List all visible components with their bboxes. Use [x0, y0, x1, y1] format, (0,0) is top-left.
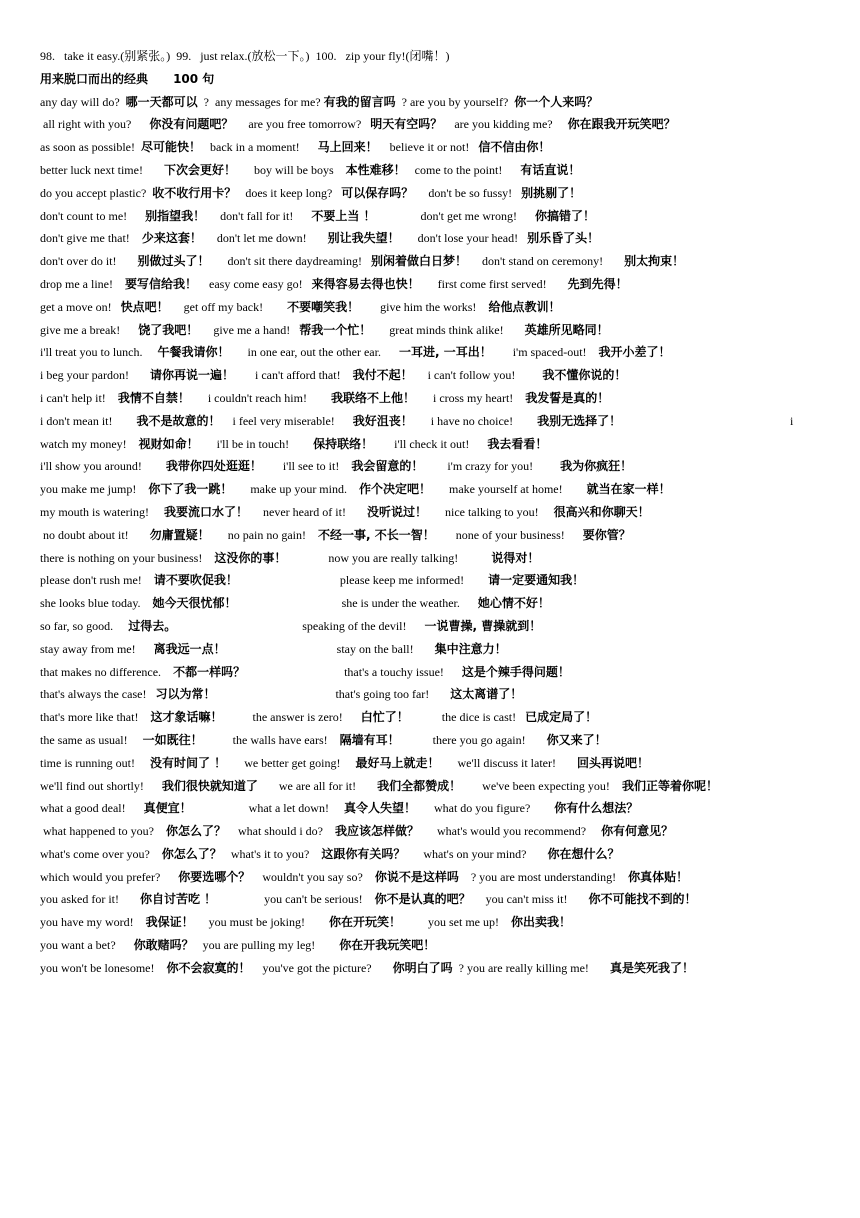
english-phrase: ): [445, 49, 450, 63]
chinese-phrase: 请你再说一遍！: [149, 368, 234, 383]
chinese-phrase: 你不会寂寞的！: [166, 960, 251, 975]
chinese-phrase: 不要嘲笑我！: [287, 299, 360, 314]
english-phrase: so far, so good.: [40, 618, 129, 633]
chinese-phrase: 你又来了！: [546, 732, 607, 747]
chinese-phrase: 我不是故意的！: [136, 413, 221, 428]
chinese-phrase: 我们全都赞成！: [377, 778, 462, 793]
english-phrase: you've got the picture?: [250, 960, 393, 975]
english-phrase: i'll see to it!: [261, 459, 352, 474]
english-phrase: believe it or not!: [377, 140, 479, 155]
english-phrase: what a let down!: [191, 801, 344, 816]
english-phrase: i don't mean it!: [40, 413, 137, 428]
english-phrase: what happened to you?: [40, 824, 166, 839]
phrase-line: [40, 957, 820, 980]
chinese-phrase: 你敢赌吗？: [133, 938, 194, 953]
chinese-phrase: 别做过头了！: [137, 254, 210, 269]
english-phrase: speaking of the devil!: [176, 618, 425, 633]
chinese-phrase: 本性难移！: [345, 162, 406, 177]
phrase-line: [40, 45, 820, 68]
chinese-phrase: 别乐昏了头！: [527, 231, 600, 246]
phrase-line: [40, 387, 820, 410]
chinese-phrase: 放松一下。: [251, 49, 306, 63]
english-phrase: do you accept plastic?: [40, 185, 153, 200]
english-phrase: i'm spaced-out!: [491, 345, 599, 360]
chinese-phrase: 不经一事, 不长一智！: [318, 527, 435, 542]
english-phrase: don't over do it!: [40, 254, 138, 269]
english-phrase: i can't afford that!: [234, 368, 353, 383]
english-phrase: first come first served!: [419, 276, 568, 291]
chinese-phrase: 真便宜！: [143, 801, 192, 816]
english-phrase: please don't rush me!: [40, 573, 154, 588]
chinese-phrase: 不都一样吗？: [173, 664, 246, 679]
english-phrase: don't lose your head!: [399, 231, 528, 246]
phrase-line: [40, 501, 820, 524]
phrase-line: [40, 433, 820, 456]
chinese-phrase: 快点吧！: [120, 299, 169, 314]
document-body: [40, 45, 820, 980]
phrase-line: [40, 524, 820, 547]
phrase-line: [40, 569, 820, 592]
phrase-line: [40, 820, 820, 843]
english-phrase: which would you prefer?: [40, 869, 179, 884]
english-phrase: the walls have ears!: [202, 732, 340, 747]
chinese-phrase: 视财如命！: [138, 436, 199, 451]
chinese-phrase: 别让我失望！: [327, 231, 400, 246]
english-phrase: that's more like that!: [40, 710, 151, 725]
english-phrase: we better get going!: [226, 755, 356, 770]
chinese-phrase: 你自讨苦吃 ！: [139, 892, 217, 907]
chinese-phrase: 我要流口水了！: [163, 504, 248, 519]
english-phrase: that's going too far!: [215, 687, 451, 702]
phrase-line: [40, 615, 820, 638]
phrase-line: [40, 683, 820, 706]
chinese-phrase: 我付不起！: [352, 368, 413, 383]
chinese-phrase: 就当在家一样！: [586, 482, 671, 497]
chinese-phrase: 集中注意力！: [434, 641, 507, 656]
english-phrase: my mouth is watering!: [40, 504, 164, 519]
chinese-phrase: 你下了我一跳！: [148, 482, 233, 497]
phrase-line: [40, 159, 820, 182]
english-phrase: boy will be boys: [235, 162, 346, 177]
chinese-phrase: 一说曹操, 曹操就到！: [424, 618, 542, 633]
chinese-phrase: 帮我一个忙！: [299, 322, 372, 337]
english-phrase: ? any messages for me?: [197, 94, 324, 109]
english-phrase: never heard of it!: [248, 504, 367, 519]
chinese-phrase: 我应该怎样做？: [334, 824, 419, 839]
chinese-phrase: 明天有空吗？: [370, 117, 443, 132]
chinese-phrase: 你说不是这样吗: [374, 869, 459, 884]
english-phrase: ? you are most understanding!: [458, 869, 629, 884]
chinese-phrase: 别太拘束！: [624, 254, 685, 269]
english-phrase: you have my word!: [40, 915, 146, 930]
english-phrase: don't stand on ceremony!: [466, 254, 625, 269]
chinese-phrase: 我联络不上他！: [330, 390, 415, 405]
phrase-line: [40, 775, 820, 798]
phrase-line: [40, 319, 820, 342]
phrase-line: [40, 478, 820, 501]
english-phrase: there you go again!: [399, 732, 547, 747]
english-phrase: she is under the weather.: [236, 596, 478, 611]
chinese-phrase: 你在开我玩笑吧！: [339, 938, 436, 953]
chinese-phrase: 我不懂你说的！: [542, 368, 627, 383]
english-phrase: what's come over you?: [40, 846, 162, 861]
chinese-phrase: 她心情不好！: [477, 596, 550, 611]
chinese-phrase: 请一定要通知我！: [488, 573, 585, 588]
english-phrase: don't sit there daydreaming!: [209, 254, 371, 269]
chinese-phrase: 你怎么了？: [161, 846, 222, 861]
chinese-phrase: 用来脱口而出的经典 100 句: [40, 71, 215, 86]
chinese-phrase: 我会留意的！: [351, 459, 424, 474]
english-phrase: you are pulling my leg!: [193, 938, 340, 953]
english-phrase: we'll find out shortly!: [40, 778, 162, 793]
english-phrase: don't get me wrong!: [375, 208, 535, 223]
english-phrase: don't count to me!: [40, 208, 146, 223]
chinese-phrase: 说得对！: [491, 550, 540, 565]
english-phrase: you make me jump!: [40, 482, 149, 497]
chinese-phrase: 我们正等着你呢！: [621, 778, 718, 793]
english-phrase: give him the works!: [359, 299, 489, 314]
chinese-phrase: 下次会更好！: [163, 162, 236, 177]
english-phrase: better luck next time!: [40, 162, 164, 177]
chinese-phrase: 请不要吹促我！: [153, 573, 238, 588]
english-phrase: give me a hand!: [198, 322, 300, 337]
chinese-phrase: 英雄所见略同！: [524, 322, 609, 337]
english-phrase: 98. take it easy.(: [40, 49, 125, 63]
english-phrase: what's on your mind?: [405, 846, 548, 861]
chinese-phrase: 要你管？: [582, 527, 631, 542]
english-phrase: you want a bet?: [40, 938, 134, 953]
chinese-phrase: 她今天很忧郁！: [152, 596, 237, 611]
english-phrase: any day will do?: [40, 94, 126, 109]
chinese-phrase: 一耳进, 一耳出！: [398, 345, 492, 360]
english-phrase: ) 99. just relax.(: [166, 49, 252, 63]
chinese-phrase: 马上回来！: [317, 140, 378, 155]
english-phrase: no doubt about it!: [40, 527, 150, 542]
english-phrase: drop me a line!: [40, 276, 125, 291]
chinese-phrase: 过得去。: [128, 618, 177, 633]
chinese-phrase: 这跟你有关吗？: [321, 846, 406, 861]
chinese-phrase: 我情不自禁！: [117, 390, 190, 405]
english-phrase: i cross my heart!: [414, 390, 526, 405]
phrase-line: [40, 706, 820, 729]
chinese-phrase: 我去看看！: [487, 436, 548, 451]
english-phrase: that's a touchy issue!: [245, 664, 462, 679]
english-phrase: now you are really talking!: [286, 550, 492, 565]
english-phrase: in one ear, out the other ear.: [229, 345, 399, 360]
chinese-phrase: 哪一天都可以: [125, 94, 198, 109]
chinese-phrase: 没有时间了 ！: [150, 755, 227, 770]
chinese-phrase: 我保证！: [145, 915, 194, 930]
chinese-phrase: 勿庸置疑！: [149, 527, 210, 542]
english-phrase: please keep me informed!: [237, 573, 489, 588]
phrase-line: [40, 455, 820, 478]
chinese-phrase: 你一个人来吗？: [514, 94, 599, 109]
chinese-phrase: 有话直说！: [520, 162, 581, 177]
chinese-phrase: 给他点教训！: [488, 299, 561, 314]
phrase-line: [40, 341, 820, 364]
english-phrase: all right with you?: [40, 117, 150, 132]
english-phrase: we've been expecting you!: [461, 778, 622, 793]
phrase-line: [40, 888, 820, 911]
english-phrase: don't give me that!: [40, 231, 142, 246]
english-phrase: watch my money!: [40, 436, 139, 451]
english-phrase: come to the point!: [405, 162, 521, 177]
english-phrase: none of your business!: [434, 527, 583, 542]
english-phrase: great minds think alike!: [371, 322, 525, 337]
chinese-phrase: 别指望我！: [145, 208, 206, 223]
chinese-phrase: 习以为常！: [155, 687, 216, 702]
phrase-line: [40, 638, 820, 661]
phrase-line: [40, 797, 820, 820]
english-phrase: what's would you recommend?: [419, 824, 602, 839]
phrase-line: [40, 136, 820, 159]
chinese-phrase: 真是笑死我了！: [609, 960, 694, 975]
chinese-phrase: 闭嘴！: [409, 49, 446, 63]
chinese-phrase: 收不收行用卡？: [152, 185, 237, 200]
chinese-phrase: 保持联络！: [313, 436, 374, 451]
english-phrase: that makes no difference.: [40, 664, 174, 679]
chinese-phrase: 信不信由你！: [478, 140, 551, 155]
chinese-phrase: 我发誓是真的！: [525, 390, 610, 405]
phrase-line: [40, 250, 820, 273]
english-phrase: i couldn't reach him!: [189, 390, 331, 405]
english-phrase: what a good deal!: [40, 801, 144, 816]
chinese-phrase: 你有何意见？: [601, 824, 674, 839]
english-phrase: i can't follow you!: [412, 368, 543, 383]
chinese-phrase: 可以保存吗？: [341, 185, 414, 200]
chinese-phrase: 我好沮丧！: [352, 413, 413, 428]
english-phrase: i'm crazy for you!: [423, 459, 561, 474]
english-phrase: easy come easy go!: [197, 276, 312, 291]
english-phrase: make yourself at home!: [431, 482, 587, 497]
chinese-phrase: 没听说过！: [366, 504, 427, 519]
english-phrase: ) 100. zip your fly!(: [305, 49, 410, 63]
chinese-phrase: 隔墙有耳！: [339, 732, 400, 747]
phrase-line: [40, 91, 820, 114]
chinese-phrase: 回头再说吧！: [577, 755, 650, 770]
chinese-phrase: 很高兴和你聊天！: [553, 504, 650, 519]
chinese-phrase: 要写信给我！: [124, 276, 197, 291]
chinese-phrase: 你有什么想法？: [554, 801, 639, 816]
english-phrase: as soon as possible!: [40, 140, 141, 155]
phrase-line: [40, 273, 820, 296]
chinese-phrase: 你明白了吗: [392, 960, 453, 975]
english-phrase: you set me up!: [401, 915, 512, 930]
chinese-phrase: 我开小差了！: [598, 345, 671, 360]
phrase-line: [40, 843, 820, 866]
chinese-phrase: 别挑剔了！: [521, 185, 582, 200]
english-phrase: no pain no gain!: [209, 527, 319, 542]
english-phrase: you can't miss it!: [470, 892, 589, 907]
chinese-phrase: 已成定局了！: [525, 710, 598, 725]
chinese-phrase: 你在想什么？: [547, 846, 620, 861]
chinese-phrase: 别紧张。: [124, 49, 167, 63]
chinese-phrase: 我别无选择了！: [537, 413, 622, 428]
english-phrase: i'll treat you to lunch.: [40, 345, 158, 360]
english-phrase: are you kidding me?: [442, 117, 568, 132]
english-phrase: she looks blue today.: [40, 596, 153, 611]
english-phrase: the answer is zero!: [222, 710, 361, 725]
chinese-phrase: 真令人失望！: [343, 801, 416, 816]
english-phrase: what's it to you?: [221, 846, 322, 861]
chinese-phrase: 你出卖我！: [511, 915, 572, 930]
english-phrase: get off my back!: [168, 299, 288, 314]
english-phrase: don't fall for it!: [205, 208, 312, 223]
english-phrase: you won't be lonesome!: [40, 960, 167, 975]
chinese-phrase: 饶了我吧！: [138, 322, 199, 337]
phrase-line: [40, 934, 820, 957]
english-phrase: ? are you by yourself?: [395, 94, 515, 109]
english-phrase: what should i do?: [225, 824, 335, 839]
english-phrase: get a move on!: [40, 299, 121, 314]
phrase-line: [40, 227, 820, 250]
english-phrase: i'll show you around!: [40, 459, 166, 474]
chinese-phrase: 作个决定吧！: [358, 482, 431, 497]
phrase-line: [40, 752, 820, 775]
phrase-line: [40, 296, 820, 319]
english-phrase: ? you are really killing me!: [452, 960, 610, 975]
english-phrase: back in a moment!: [201, 140, 318, 155]
stray-character: i: [790, 413, 794, 428]
chinese-phrase: 尽可能快！: [141, 140, 202, 155]
english-phrase: stay away from me!: [40, 641, 154, 656]
chinese-phrase: 你怎么了？: [165, 824, 226, 839]
chinese-phrase: 这才象话嘛！: [150, 710, 223, 725]
chinese-phrase: 来得容易去得也快！: [311, 276, 420, 291]
chinese-phrase: 你在跟我开玩笑吧？: [567, 117, 676, 132]
english-phrase: nice talking to you!: [426, 504, 554, 519]
english-phrase: the dice is cast!: [408, 710, 526, 725]
phrase-line: [40, 661, 820, 684]
english-phrase: that's always the case!: [40, 687, 156, 702]
english-phrase: you can't be serious!: [216, 892, 375, 907]
chinese-phrase: 午餐我请你！: [157, 345, 230, 360]
chinese-phrase: 我们很快就知道了: [161, 778, 258, 793]
phrase-line: [40, 410, 820, 433]
english-phrase: are you free tomorrow?: [233, 117, 371, 132]
english-phrase: i feel very miserable!: [220, 413, 353, 428]
english-phrase: i can't help it!: [40, 390, 118, 405]
phrase-line: [40, 113, 820, 136]
chinese-phrase: 这太离谱了！: [450, 687, 523, 702]
chinese-phrase: 你要选哪个？: [178, 869, 251, 884]
chinese-phrase: 你真体贴！: [628, 869, 689, 884]
english-phrase: don't be so fussy!: [413, 185, 522, 200]
english-phrase: time is running out!: [40, 755, 150, 770]
phrase-line: [40, 866, 820, 889]
chinese-phrase: 你不可能找不到的！: [588, 892, 697, 907]
section-heading: [40, 68, 820, 91]
chinese-phrase: 白忙了！: [360, 710, 409, 725]
english-phrase: what do you figure?: [415, 801, 555, 816]
chinese-phrase: 最好马上就走！: [355, 755, 440, 770]
chinese-phrase: 你没有问题吧？: [149, 117, 234, 132]
chinese-phrase: 你在开玩笑！: [329, 915, 402, 930]
english-phrase: i'll be in touch!: [198, 436, 314, 451]
english-phrase: don't let me down!: [201, 231, 328, 246]
english-phrase: the same as usual!: [40, 732, 143, 747]
english-phrase: i have no choice!: [412, 413, 538, 428]
phrase-line: [40, 729, 820, 752]
chinese-phrase: 先到先得！: [567, 276, 628, 291]
chinese-phrase: 有我的留言吗: [323, 94, 396, 109]
english-phrase: i'll check it out!: [373, 436, 488, 451]
english-phrase: we are all for it!: [257, 778, 378, 793]
english-phrase: make up your mind.: [232, 482, 359, 497]
english-phrase: you asked for it!: [40, 892, 140, 907]
english-phrase: wouldn't you say so?: [250, 869, 375, 884]
english-phrase: you must be joking!: [193, 915, 329, 930]
phrase-line: [40, 911, 820, 934]
english-phrase: give me a break!: [40, 322, 139, 337]
english-phrase: we'll discuss it later!: [439, 755, 577, 770]
chinese-phrase: 离我远一点！: [153, 641, 226, 656]
chinese-phrase: 别闲着做白日梦！: [370, 254, 467, 269]
english-phrase: there is nothing on your business!: [40, 550, 215, 565]
chinese-phrase: 你搞错了！: [535, 208, 596, 223]
chinese-phrase: 少来这套！: [141, 231, 202, 246]
phrase-line: [40, 592, 820, 615]
phrase-line: [40, 205, 820, 228]
phrase-line: [40, 547, 820, 570]
english-phrase: stay on the ball!: [225, 641, 435, 656]
english-phrase: does it keep long?: [236, 185, 342, 200]
chinese-phrase: 这没你的事！: [214, 550, 287, 565]
chinese-phrase: 这是个辣手得问题！: [461, 664, 570, 679]
chinese-phrase: 不要上当 ！: [311, 208, 376, 223]
phrase-line: [40, 364, 820, 387]
chinese-phrase: 我带你四处逛逛！: [165, 459, 262, 474]
english-phrase: i beg your pardon!: [40, 368, 150, 383]
phrase-line: [40, 182, 820, 205]
chinese-phrase: 你不是认真的吧？: [374, 892, 471, 907]
chinese-phrase: 我为你疯狂！: [560, 459, 633, 474]
chinese-phrase: 一如既往！: [142, 732, 203, 747]
